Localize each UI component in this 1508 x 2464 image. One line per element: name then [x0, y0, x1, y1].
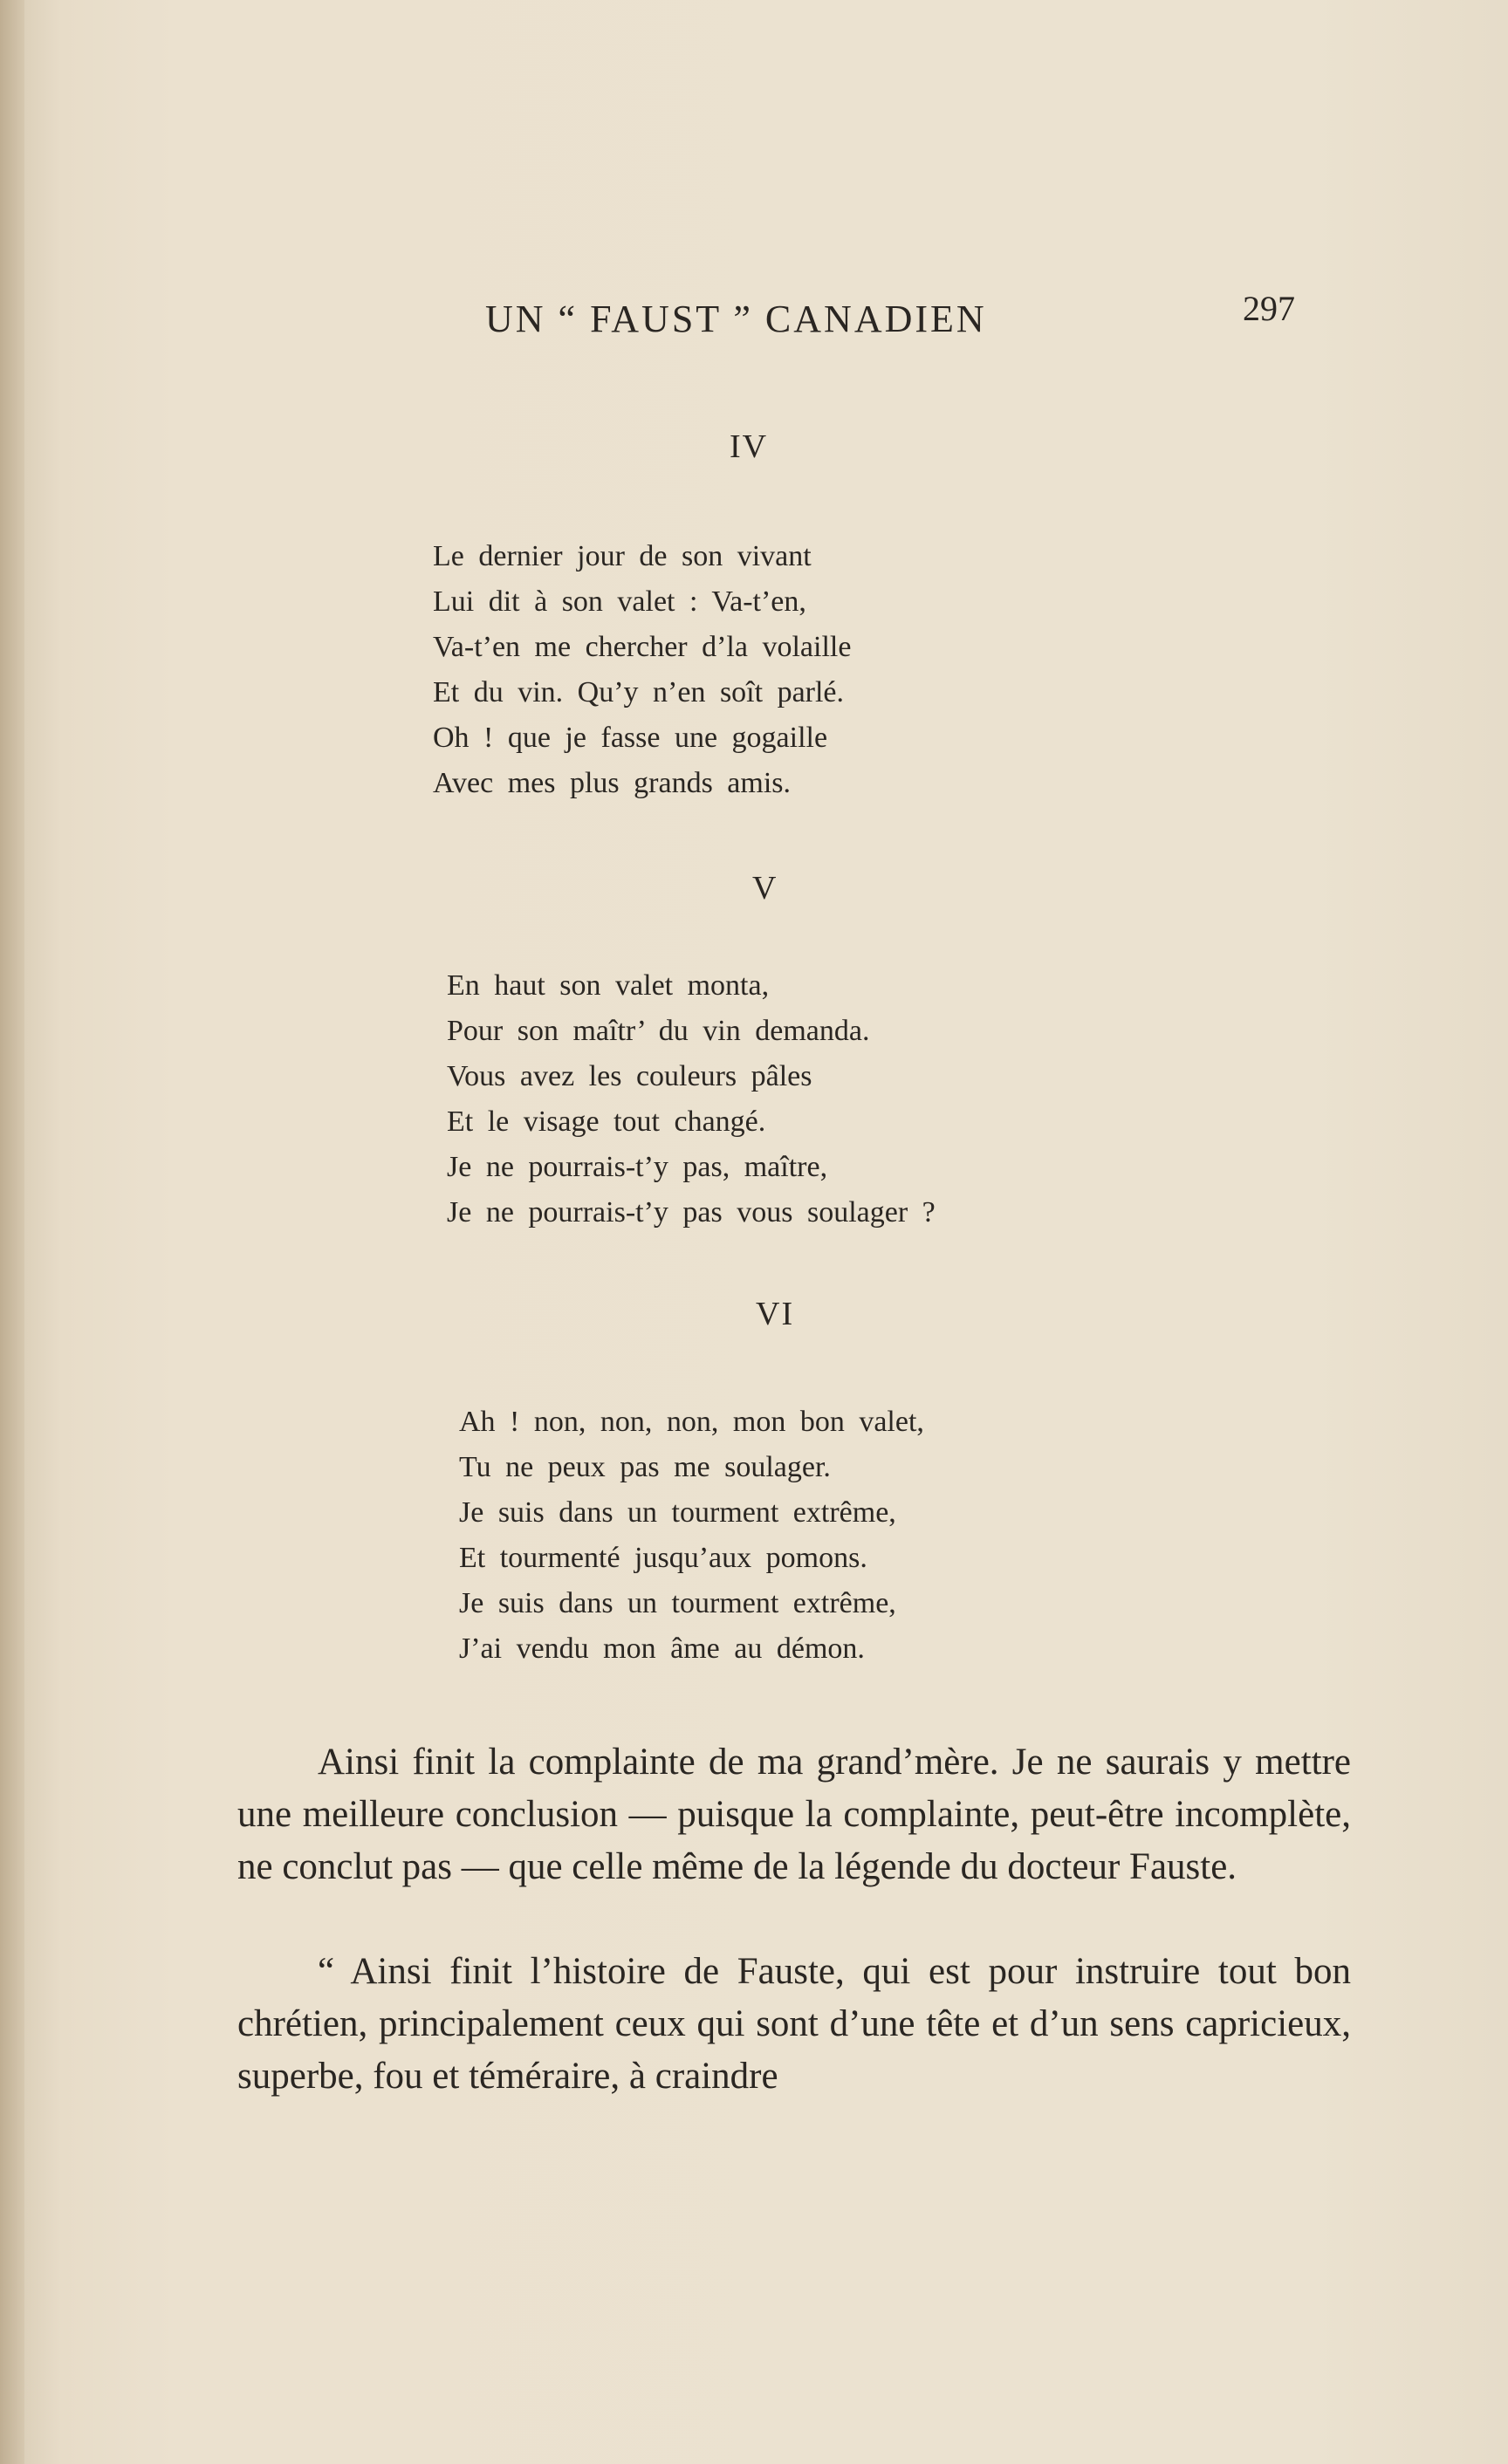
- stanza-number-vi: VI: [756, 1296, 795, 1332]
- verse-line: Tu ne peux pas me soulager.: [459, 1451, 831, 1483]
- stanza-iv: [433, 534, 851, 806]
- paragraph-quotation: “ Ainsi finit l’histoire de Fauste, qui est pour instruire tout bon chrétien, principalement ceux qui sont d’une tête et d’un sens capricieux, superbe, fou et téméraire, à craindre: [237, 1951, 1351, 2097]
- stanza-number-v: V: [752, 870, 778, 907]
- stanza-vi: [459, 1400, 924, 1672]
- verse-line: Je ne pourrais-t’y pas vous soulager ?: [447, 1196, 936, 1229]
- page-number: 297: [1243, 289, 1295, 328]
- stanza-number-iv: IV: [730, 428, 769, 465]
- verse-line: En haut son valet monta,: [447, 969, 770, 1002]
- verse-line: Je ne pourrais-t’y pas, maître,: [447, 1151, 828, 1183]
- verse-line: Va-t’en me chercher d’la volaille: [433, 631, 852, 663]
- verse-line: Lui dit à son valet : Va-t’en,: [433, 585, 806, 618]
- running-head-title: UN “ FAUST ” CANADIEN: [485, 298, 987, 340]
- verse-line: Le dernier jour de son vivant: [433, 540, 812, 572]
- verse-line: J’ai vendu mon âme au démon.: [459, 1632, 865, 1665]
- verse-line: Pour son maîtr’ du vin demanda.: [447, 1015, 870, 1047]
- verse-line: Et tourmenté jusqu’aux pomons.: [459, 1542, 867, 1574]
- verse-line: Je suis dans un tourment extrême,: [459, 1496, 896, 1529]
- verse-line: Vous avez les couleurs pâles: [447, 1060, 812, 1092]
- stanza-v: [447, 963, 936, 1235]
- verse-line: Et le visage tout changé.: [447, 1105, 766, 1138]
- book-spine-shadow: [0, 0, 24, 2464]
- verse-line: Oh ! que je fasse une gogaille: [433, 722, 828, 754]
- verse-line: Avec mes plus grands amis.: [433, 767, 792, 799]
- verse-line: Ah ! non, non, non, mon bon valet,: [459, 1406, 924, 1438]
- paragraph-conclusion: Ainsi finit la complainte de ma grand’mère. Je ne saurais y mettre une meilleure conclusion — puisque la complainte, peut-être incomplète, ne conclut pas — que celle même de la légende du docteur Fauste.: [237, 1742, 1351, 1887]
- verse-line: Et du vin. Qu’y n’en soît parlé.: [433, 676, 845, 708]
- verse-line: Je suis dans un tourment extrême,: [459, 1587, 896, 1619]
